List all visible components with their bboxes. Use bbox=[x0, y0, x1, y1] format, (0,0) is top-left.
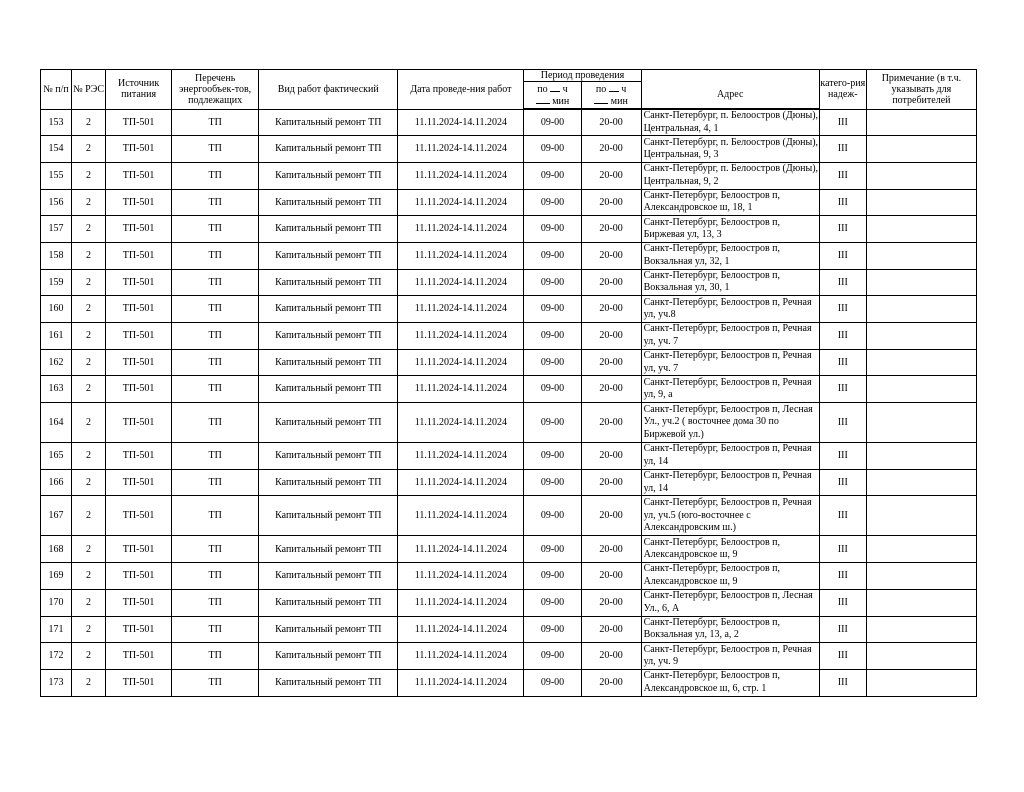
cell-note bbox=[866, 349, 976, 376]
cell-source: ТП-501 bbox=[106, 109, 172, 136]
cell-objects: ТП bbox=[172, 469, 259, 496]
cell-to: 20-00 bbox=[581, 269, 641, 296]
cell-from: 09-00 bbox=[524, 109, 581, 136]
cell-num: 155 bbox=[41, 162, 72, 189]
cell-source: ТП-501 bbox=[106, 216, 172, 243]
cell-num: 168 bbox=[41, 536, 72, 563]
cell-date: 11.11.2024-14.11.2024 bbox=[398, 376, 524, 403]
header-address-top bbox=[641, 70, 819, 82]
cell-objects: ТП bbox=[172, 589, 259, 616]
cell-address: Санкт-Петербург, Белоостров п, Речная ул, уч.5 (юго-восточнее с Александровским ш.) bbox=[641, 496, 819, 536]
cell-category: III bbox=[819, 403, 866, 443]
cell-num: 170 bbox=[41, 589, 72, 616]
cell-to: 20-00 bbox=[581, 323, 641, 350]
cell-objects: ТП bbox=[172, 536, 259, 563]
cell-date: 11.11.2024-14.11.2024 bbox=[398, 189, 524, 216]
cell-from: 09-00 bbox=[524, 669, 581, 696]
cell-to: 20-00 bbox=[581, 643, 641, 670]
table-body bbox=[41, 109, 977, 696]
cell-num: 164 bbox=[41, 403, 72, 443]
to-prefix: по bbox=[595, 84, 607, 95]
table-row bbox=[41, 216, 977, 243]
cell-category: III bbox=[819, 269, 866, 296]
cell-note bbox=[866, 469, 976, 496]
cell-to: 20-00 bbox=[581, 296, 641, 323]
cell-address: Санкт-Петербург, п. Белоостров (Дюны), Центральная, 9, 3 bbox=[641, 136, 819, 163]
cell-res: 2 bbox=[72, 162, 106, 189]
cell-category: III bbox=[819, 162, 866, 189]
cell-objects: ТП bbox=[172, 669, 259, 696]
cell-res: 2 bbox=[72, 443, 106, 470]
cell-source: ТП-501 bbox=[106, 616, 172, 643]
cell-from: 09-00 bbox=[524, 643, 581, 670]
table-row bbox=[41, 616, 977, 643]
header-work: Вид работ фактический bbox=[259, 70, 398, 110]
cell-to: 20-00 bbox=[581, 162, 641, 189]
cell-category: III bbox=[819, 536, 866, 563]
cell-address: Санкт-Петербург, Белоостров п, Биржевая ул, 13, 3 bbox=[641, 216, 819, 243]
cell-objects: ТП bbox=[172, 269, 259, 296]
cell-from: 09-00 bbox=[524, 376, 581, 403]
cell-work: Капитальный ремонт ТП bbox=[259, 269, 398, 296]
cell-work: Капитальный ремонт ТП bbox=[259, 536, 398, 563]
cell-res: 2 bbox=[72, 189, 106, 216]
cell-note bbox=[866, 536, 976, 563]
cell-address: Санкт-Петербург, Белоостров п, Речная ул, уч. 7 bbox=[641, 323, 819, 350]
cell-category: III bbox=[819, 589, 866, 616]
cell-num: 167 bbox=[41, 496, 72, 536]
cell-work: Капитальный ремонт ТП bbox=[259, 162, 398, 189]
cell-res: 2 bbox=[72, 589, 106, 616]
cell-address: Санкт-Петербург, Белоостров п, Речная ул, уч. 7 bbox=[641, 349, 819, 376]
cell-date: 11.11.2024-14.11.2024 bbox=[398, 403, 524, 443]
cell-to: 20-00 bbox=[581, 443, 641, 470]
cell-note bbox=[866, 189, 976, 216]
cell-source: ТП-501 bbox=[106, 242, 172, 269]
cell-to: 20-00 bbox=[581, 216, 641, 243]
cell-res: 2 bbox=[72, 109, 106, 136]
cell-note bbox=[866, 296, 976, 323]
cell-date: 11.11.2024-14.11.2024 bbox=[398, 162, 524, 189]
cell-address: Санкт-Петербург, Белоостров п, Лесная Ул., 6, А bbox=[641, 589, 819, 616]
cell-date: 11.11.2024-14.11.2024 bbox=[398, 496, 524, 536]
cell-category: III bbox=[819, 643, 866, 670]
cell-note bbox=[866, 269, 976, 296]
cell-source: ТП-501 bbox=[106, 443, 172, 470]
cell-address: Санкт-Петербург, п. Белоостров (Дюны), Центральная, 4, 1 bbox=[641, 109, 819, 136]
cell-work: Капитальный ремонт ТП bbox=[259, 376, 398, 403]
cell-num: 166 bbox=[41, 469, 72, 496]
cell-source: ТП-501 bbox=[106, 136, 172, 163]
cell-date: 11.11.2024-14.11.2024 bbox=[398, 216, 524, 243]
cell-note bbox=[866, 563, 976, 590]
cell-res: 2 bbox=[72, 376, 106, 403]
from-hour: ч bbox=[562, 84, 568, 95]
cell-from: 09-00 bbox=[524, 589, 581, 616]
cell-res: 2 bbox=[72, 643, 106, 670]
cell-note bbox=[866, 669, 976, 696]
cell-objects: ТП bbox=[172, 323, 259, 350]
cell-source: ТП-501 bbox=[106, 669, 172, 696]
cell-objects: ТП bbox=[172, 403, 259, 443]
cell-date: 11.11.2024-14.11.2024 bbox=[398, 536, 524, 563]
cell-date: 11.11.2024-14.11.2024 bbox=[398, 443, 524, 470]
cell-from: 09-00 bbox=[524, 496, 581, 536]
cell-res: 2 bbox=[72, 323, 106, 350]
table-row bbox=[41, 469, 977, 496]
cell-num: 153 bbox=[41, 109, 72, 136]
table-row bbox=[41, 403, 977, 443]
cell-category: III bbox=[819, 189, 866, 216]
cell-source: ТП-501 bbox=[106, 563, 172, 590]
header-res: № РЭС bbox=[72, 70, 106, 110]
cell-address: Санкт-Петербург, Белоостров п, Вокзальная ул, 32, 1 bbox=[641, 242, 819, 269]
cell-date: 11.11.2024-14.11.2024 bbox=[398, 269, 524, 296]
to-min: мин bbox=[610, 96, 628, 107]
cell-category: III bbox=[819, 109, 866, 136]
cell-work: Капитальный ремонт ТП bbox=[259, 589, 398, 616]
table-row bbox=[41, 269, 977, 296]
cell-source: ТП-501 bbox=[106, 589, 172, 616]
cell-objects: ТП bbox=[172, 296, 259, 323]
cell-to: 20-00 bbox=[581, 589, 641, 616]
cell-source: ТП-501 bbox=[106, 376, 172, 403]
cell-category: III bbox=[819, 296, 866, 323]
cell-from: 09-00 bbox=[524, 242, 581, 269]
cell-note bbox=[866, 616, 976, 643]
cell-category: III bbox=[819, 323, 866, 350]
cell-note bbox=[866, 162, 976, 189]
cell-note bbox=[866, 109, 976, 136]
cell-to: 20-00 bbox=[581, 136, 641, 163]
header-date: Дата проведе-ния работ bbox=[398, 70, 524, 110]
cell-res: 2 bbox=[72, 669, 106, 696]
cell-num: 159 bbox=[41, 269, 72, 296]
header-num: № п/п bbox=[41, 70, 72, 110]
cell-source: ТП-501 bbox=[106, 162, 172, 189]
cell-category: III bbox=[819, 242, 866, 269]
header-period-to bbox=[581, 82, 641, 110]
from-prefix: по bbox=[537, 84, 548, 95]
cell-objects: ТП bbox=[172, 216, 259, 243]
cell-address: Санкт-Петербург, Белоостров п, Речная ул, уч.8 bbox=[641, 296, 819, 323]
cell-note bbox=[866, 136, 976, 163]
header-period-from bbox=[524, 82, 581, 110]
cell-objects: ТП bbox=[172, 563, 259, 590]
cell-objects: ТП bbox=[172, 443, 259, 470]
cell-to: 20-00 bbox=[581, 349, 641, 376]
cell-num: 172 bbox=[41, 643, 72, 670]
cell-work: Капитальный ремонт ТП bbox=[259, 496, 398, 536]
cell-source: ТП-501 bbox=[106, 189, 172, 216]
cell-objects: ТП bbox=[172, 136, 259, 163]
cell-objects: ТП bbox=[172, 162, 259, 189]
cell-address: Санкт-Петербург, Белоостров п, Вокзальная ул, 30, 1 bbox=[641, 269, 819, 296]
cell-date: 11.11.2024-14.11.2024 bbox=[398, 643, 524, 670]
cell-to: 20-00 bbox=[581, 536, 641, 563]
cell-address: Санкт-Петербург, Белоостров п, Лесная Ул., уч.2 ( восточнее дома 30 по Биржевой ул.) bbox=[641, 403, 819, 443]
cell-num: 173 bbox=[41, 669, 72, 696]
cell-category: III bbox=[819, 616, 866, 643]
table-row bbox=[41, 109, 977, 136]
cell-date: 11.11.2024-14.11.2024 bbox=[398, 616, 524, 643]
cell-from: 09-00 bbox=[524, 323, 581, 350]
cell-num: 171 bbox=[41, 616, 72, 643]
cell-from: 09-00 bbox=[524, 162, 581, 189]
table-row bbox=[41, 589, 977, 616]
cell-note bbox=[866, 242, 976, 269]
cell-work: Капитальный ремонт ТП bbox=[259, 643, 398, 670]
cell-address: Санкт-Петербург, п. Белоостров (Дюны), Центральная, 9, 2 bbox=[641, 162, 819, 189]
cell-category: III bbox=[819, 443, 866, 470]
cell-from: 09-00 bbox=[524, 296, 581, 323]
cell-source: ТП-501 bbox=[106, 403, 172, 443]
cell-res: 2 bbox=[72, 136, 106, 163]
outage-table bbox=[40, 69, 977, 697]
cell-res: 2 bbox=[72, 269, 106, 296]
cell-address: Санкт-Петербург, Белоостров п, Речная ул, 14 bbox=[641, 443, 819, 470]
cell-work: Капитальный ремонт ТП bbox=[259, 443, 398, 470]
cell-res: 2 bbox=[72, 496, 106, 536]
cell-address: Санкт-Петербург, Белоостров п, Александровское ш, 9 bbox=[641, 563, 819, 590]
cell-work: Капитальный ремонт ТП bbox=[259, 349, 398, 376]
cell-num: 162 bbox=[41, 349, 72, 376]
cell-date: 11.11.2024-14.11.2024 bbox=[398, 323, 524, 350]
cell-to: 20-00 bbox=[581, 496, 641, 536]
cell-num: 154 bbox=[41, 136, 72, 163]
cell-address: Санкт-Петербург, Белоостров п, Александровское ш, 6, стр. 1 bbox=[641, 669, 819, 696]
cell-from: 09-00 bbox=[524, 469, 581, 496]
to-hour: ч bbox=[621, 84, 627, 95]
cell-source: ТП-501 bbox=[106, 323, 172, 350]
cell-address: Санкт-Петербург, Белоостров п, Александровское ш, 18, 1 bbox=[641, 189, 819, 216]
cell-num: 158 bbox=[41, 242, 72, 269]
cell-res: 2 bbox=[72, 403, 106, 443]
cell-res: 2 bbox=[72, 242, 106, 269]
header-note: Примечание (в т.ч. указывать для потребителей bbox=[866, 70, 976, 110]
cell-from: 09-00 bbox=[524, 403, 581, 443]
cell-source: ТП-501 bbox=[106, 296, 172, 323]
cell-from: 09-00 bbox=[524, 616, 581, 643]
cell-category: III bbox=[819, 136, 866, 163]
header-category: катего-рия надеж- bbox=[819, 70, 866, 110]
header-address: Адрес bbox=[641, 82, 819, 110]
table-row bbox=[41, 669, 977, 696]
table-row bbox=[41, 496, 977, 536]
cell-res: 2 bbox=[72, 563, 106, 590]
table-row bbox=[41, 376, 977, 403]
table-row bbox=[41, 136, 977, 163]
cell-work: Капитальный ремонт ТП bbox=[259, 563, 398, 590]
cell-note bbox=[866, 403, 976, 443]
table-row bbox=[41, 443, 977, 470]
cell-res: 2 bbox=[72, 616, 106, 643]
cell-note bbox=[866, 216, 976, 243]
table-row bbox=[41, 643, 977, 670]
cell-category: III bbox=[819, 376, 866, 403]
cell-category: III bbox=[819, 349, 866, 376]
cell-to: 20-00 bbox=[581, 376, 641, 403]
cell-objects: ТП bbox=[172, 376, 259, 403]
cell-objects: ТП bbox=[172, 242, 259, 269]
cell-num: 169 bbox=[41, 563, 72, 590]
cell-source: ТП-501 bbox=[106, 643, 172, 670]
cell-objects: ТП bbox=[172, 616, 259, 643]
cell-address: Санкт-Петербург, Белоостров п, Речная ул, 9, а bbox=[641, 376, 819, 403]
cell-from: 09-00 bbox=[524, 563, 581, 590]
cell-from: 09-00 bbox=[524, 216, 581, 243]
cell-res: 2 bbox=[72, 536, 106, 563]
cell-work: Капитальный ремонт ТП bbox=[259, 136, 398, 163]
header-period: Период проведения bbox=[524, 70, 641, 82]
cell-to: 20-00 bbox=[581, 616, 641, 643]
cell-category: III bbox=[819, 563, 866, 590]
cell-to: 20-00 bbox=[581, 469, 641, 496]
cell-note bbox=[866, 323, 976, 350]
cell-objects: ТП bbox=[172, 189, 259, 216]
cell-num: 165 bbox=[41, 443, 72, 470]
cell-address: Санкт-Петербург, Белоостров п, Александровское ш, 9 bbox=[641, 536, 819, 563]
cell-work: Капитальный ремонт ТП bbox=[259, 242, 398, 269]
cell-res: 2 bbox=[72, 469, 106, 496]
cell-date: 11.11.2024-14.11.2024 bbox=[398, 669, 524, 696]
cell-note bbox=[866, 643, 976, 670]
cell-source: ТП-501 bbox=[106, 269, 172, 296]
header-objects: Перечень энергообъек-тов, подлежащих bbox=[172, 70, 259, 110]
cell-category: III bbox=[819, 216, 866, 243]
table-row bbox=[41, 349, 977, 376]
cell-from: 09-00 bbox=[524, 349, 581, 376]
cell-work: Капитальный ремонт ТП bbox=[259, 109, 398, 136]
cell-note bbox=[866, 443, 976, 470]
cell-res: 2 bbox=[72, 296, 106, 323]
cell-date: 11.11.2024-14.11.2024 bbox=[398, 563, 524, 590]
cell-date: 11.11.2024-14.11.2024 bbox=[398, 242, 524, 269]
cell-address: Санкт-Петербург, Белоостров п, Вокзальная ул, 13, а, 2 bbox=[641, 616, 819, 643]
cell-work: Капитальный ремонт ТП bbox=[259, 323, 398, 350]
cell-date: 11.11.2024-14.11.2024 bbox=[398, 109, 524, 136]
table-row bbox=[41, 189, 977, 216]
cell-from: 09-00 bbox=[524, 189, 581, 216]
table-row bbox=[41, 242, 977, 269]
cell-work: Капитальный ремонт ТП bbox=[259, 189, 398, 216]
cell-date: 11.11.2024-14.11.2024 bbox=[398, 296, 524, 323]
cell-work: Капитальный ремонт ТП bbox=[259, 616, 398, 643]
cell-category: III bbox=[819, 496, 866, 536]
from-min: мин bbox=[552, 96, 570, 107]
cell-date: 11.11.2024-14.11.2024 bbox=[398, 589, 524, 616]
cell-note bbox=[866, 496, 976, 536]
cell-objects: ТП bbox=[172, 109, 259, 136]
table-row bbox=[41, 296, 977, 323]
cell-from: 09-00 bbox=[524, 443, 581, 470]
cell-work: Капитальный ремонт ТП bbox=[259, 669, 398, 696]
cell-to: 20-00 bbox=[581, 563, 641, 590]
cell-date: 11.11.2024-14.11.2024 bbox=[398, 136, 524, 163]
table-row bbox=[41, 536, 977, 563]
cell-to: 20-00 bbox=[581, 403, 641, 443]
cell-res: 2 bbox=[72, 216, 106, 243]
cell-source: ТП-501 bbox=[106, 469, 172, 496]
cell-category: III bbox=[819, 669, 866, 696]
cell-source: ТП-501 bbox=[106, 496, 172, 536]
cell-num: 161 bbox=[41, 323, 72, 350]
cell-source: ТП-501 bbox=[106, 536, 172, 563]
cell-address: Санкт-Петербург, Белоостров п, Речная ул, уч. 9 bbox=[641, 643, 819, 670]
cell-from: 09-00 bbox=[524, 536, 581, 563]
cell-source: ТП-501 bbox=[106, 349, 172, 376]
cell-work: Капитальный ремонт ТП bbox=[259, 403, 398, 443]
cell-address: Санкт-Петербург, Белоостров п, Речная ул, 14 bbox=[641, 469, 819, 496]
cell-date: 11.11.2024-14.11.2024 bbox=[398, 469, 524, 496]
cell-num: 163 bbox=[41, 376, 72, 403]
cell-from: 09-00 bbox=[524, 269, 581, 296]
cell-res: 2 bbox=[72, 349, 106, 376]
cell-work: Капитальный ремонт ТП bbox=[259, 216, 398, 243]
cell-note bbox=[866, 376, 976, 403]
cell-to: 20-00 bbox=[581, 242, 641, 269]
cell-category: III bbox=[819, 469, 866, 496]
cell-objects: ТП bbox=[172, 643, 259, 670]
cell-objects: ТП bbox=[172, 496, 259, 536]
table-row bbox=[41, 162, 977, 189]
cell-to: 20-00 bbox=[581, 189, 641, 216]
cell-objects: ТП bbox=[172, 349, 259, 376]
cell-work: Капитальный ремонт ТП bbox=[259, 296, 398, 323]
cell-num: 157 bbox=[41, 216, 72, 243]
cell-work: Капитальный ремонт ТП bbox=[259, 469, 398, 496]
cell-note bbox=[866, 589, 976, 616]
cell-date: 11.11.2024-14.11.2024 bbox=[398, 349, 524, 376]
cell-from: 09-00 bbox=[524, 136, 581, 163]
table-row bbox=[41, 323, 977, 350]
cell-to: 20-00 bbox=[581, 109, 641, 136]
header-source: Источник питания bbox=[106, 70, 172, 110]
cell-num: 160 bbox=[41, 296, 72, 323]
cell-to: 20-00 bbox=[581, 669, 641, 696]
table-row bbox=[41, 563, 977, 590]
cell-num: 156 bbox=[41, 189, 72, 216]
